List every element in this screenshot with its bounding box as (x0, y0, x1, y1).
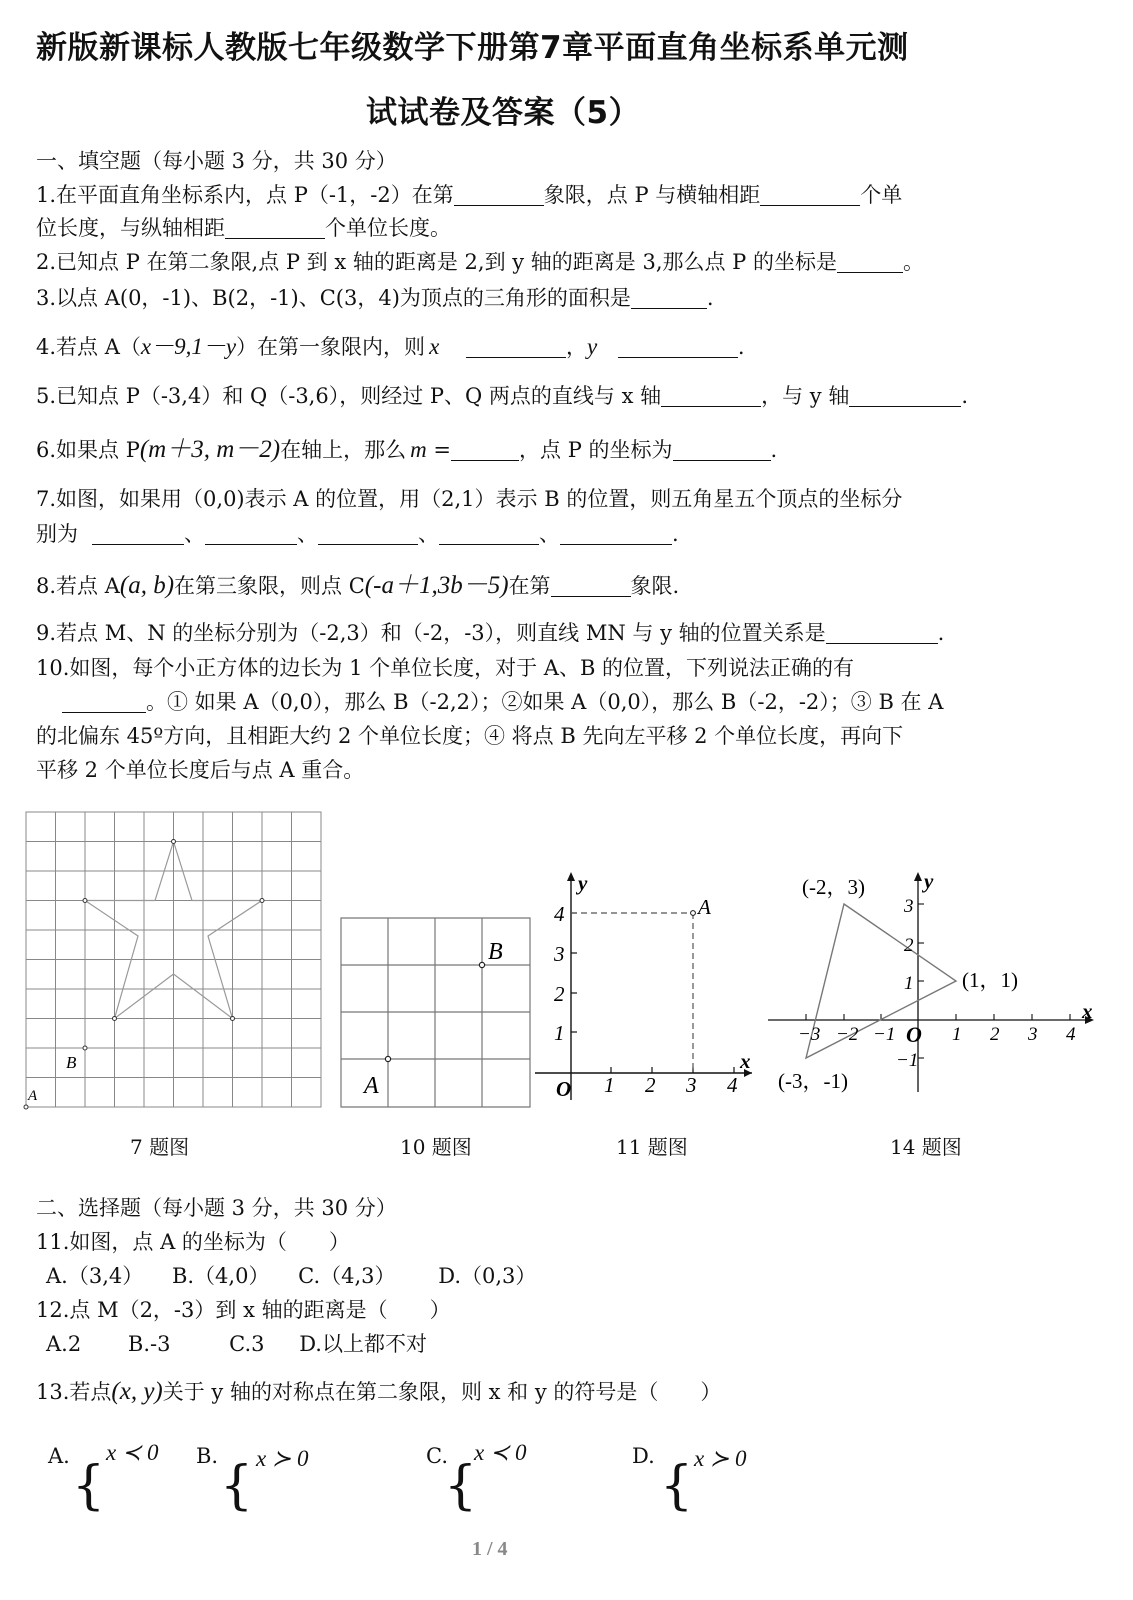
x-tick-label: 2 (645, 1073, 656, 1097)
question-3: 3.以点 A(0，-1)、B(2，-1)、C(3，4)为顶点的三角形的面积是 . (36, 286, 714, 310)
answer-blank[interactable] (466, 337, 566, 358)
figure-10-caption: 10 题图 (400, 1135, 472, 1159)
brace-icon: { (72, 1456, 106, 1516)
figure-10-grid (338, 915, 534, 1111)
page-number: 1 / 4 (472, 1538, 508, 1560)
question-2: 2.已知点 P 在第二象限,点 P 到 x 轴的距离是 2,到 y 轴的距离是 3,那么点 P 的坐标是 。 (36, 250, 924, 274)
question-7-line2: 别为 、 、 、 、 . (36, 522, 679, 546)
x-tick-label: 2 (990, 1024, 1000, 1045)
vertex-label: (1，1) (962, 968, 1018, 992)
answer-blank[interactable] (826, 623, 938, 644)
answer-blank[interactable] (62, 692, 146, 713)
label-a: A (364, 1073, 379, 1099)
y-axis-label: y (924, 869, 934, 893)
page-title-line2: 试试卷及答案（5） (366, 95, 641, 131)
point-b (479, 962, 484, 967)
x-tick-label: −1 (873, 1024, 896, 1045)
figure-11-caption: 11 题图 (616, 1135, 688, 1159)
option-a[interactable]: A.（3,4） (46, 1264, 144, 1288)
origin-label: O (906, 1022, 922, 1047)
figure-14-triangle (766, 866, 1100, 1102)
answer-blank[interactable] (618, 337, 738, 358)
x-tick-label: 1 (952, 1024, 962, 1045)
question-1-line1: 1.在平面直角坐标系内，点 P（-1，-2）在第 象限，点 P 与横轴相距 个单 (36, 183, 903, 207)
question-10-line4: 平移 2 个单位长度后与点 A 重合。 (36, 758, 365, 782)
x-tick-label: 4 (1066, 1024, 1076, 1045)
x-tick-label: −2 (836, 1024, 859, 1045)
figure-7-star-grid (22, 808, 326, 1112)
question-11-options (46, 1260, 536, 1290)
question-6: 6.如果点 P(m＋3, m－2)在轴上，那么 m = ，点 P 的坐标为 . (36, 436, 778, 463)
star-vertex (83, 899, 87, 903)
figure-14-caption: 14 题图 (890, 1135, 962, 1159)
vertex-label: (-3，-1) (778, 1069, 848, 1093)
answer-blank[interactable] (760, 185, 860, 206)
answer-blank[interactable] (631, 288, 707, 309)
question-4: 4.若点 A（x－9,1－y）在第一象限内，则 x ，y . (36, 334, 745, 359)
y-tick-label: −1 (896, 1050, 919, 1071)
option-d[interactable]: D.（0,3） (438, 1264, 537, 1288)
x-tick-label: 4 (727, 1073, 738, 1097)
question-10-line2: 。① 如果 A（0,0），那么 B（-2,2）；②如果 A（0,0），那么 B（-2，-2）；③ B 在 A (36, 686, 943, 716)
option-d[interactable]: D.以上都不对 (299, 1332, 427, 1356)
figure-11-axes (530, 868, 760, 1108)
point-a (24, 1105, 28, 1109)
question-9: 9.若点 M、N 的坐标分别为（-2,3）和（-2，-3），则直线 MN 与 y 轴的位置关系是 . (36, 621, 945, 645)
question-7-line1: 7.如图，如果用（0,0)表示 A 的位置，用（2,1）表示 B 的位置，则五角星五个顶点的坐标分 (36, 487, 903, 511)
star-vertex (231, 1017, 235, 1021)
page-title-line1: 新版新课标人教版七年级数学下册第7章平面直角坐标系单元测 (36, 30, 909, 66)
question-10-line1: 10.如图，每个小正方体的边长为 1 个单位长度，对于 A、B 的位置，下列说法正确的有 (36, 656, 855, 680)
x-axis-label: x (1082, 999, 1093, 1023)
star-vertex (260, 899, 264, 903)
brace-icon: { (660, 1456, 694, 1516)
y-tick-label: 1 (904, 973, 914, 994)
option-c[interactable]: C.（4,3） (298, 1264, 396, 1288)
option-b[interactable]: B.（4,0） (171, 1264, 270, 1288)
q13-option-d[interactable]: D. x ≻ 0 { (632, 1444, 747, 1516)
option-a[interactable]: A.2 (46, 1332, 82, 1356)
label-a: A (28, 1088, 38, 1104)
y-axis-arrow (567, 872, 575, 881)
q13-option-b[interactable]: B. x ≻ 0 { (196, 1444, 309, 1516)
figure-7-caption: 7 题图 (130, 1135, 190, 1159)
question-12: 12.点 M（2，-3）到 x 轴的距离是（ ） (36, 1298, 451, 1322)
brace-icon: { (220, 1456, 254, 1516)
y-tick-label: 3 (554, 942, 565, 966)
answer-blank[interactable] (92, 524, 184, 545)
answer-blank[interactable] (225, 218, 325, 239)
y-tick-label: 2 (554, 982, 565, 1006)
answer-blank[interactable] (661, 386, 761, 407)
point-a (691, 911, 696, 916)
brace-icon: { (444, 1456, 478, 1516)
answer-blank[interactable] (451, 440, 519, 461)
answer-blank[interactable] (551, 576, 631, 597)
star-vertex (172, 840, 176, 844)
answer-blank[interactable] (849, 386, 961, 407)
question-13: 13.若点(x, y)关于 y 轴的对称点在第二象限，则 x 和 y 的符号是（ ） (36, 1378, 722, 1405)
answer-blank[interactable] (837, 252, 903, 273)
x-axis-label: x (740, 1049, 751, 1073)
answer-blank[interactable] (560, 524, 672, 545)
answer-blank[interactable] (673, 440, 771, 461)
x-tick-label: 3 (686, 1073, 697, 1097)
vertex-label: (-2，3) (802, 875, 865, 899)
y-axis-label: y (578, 871, 588, 895)
x-tick-label: 3 (1028, 1024, 1038, 1045)
option-b[interactable]: B.-3 (127, 1332, 171, 1356)
label-b: B (488, 939, 503, 965)
origin-label: O (556, 1077, 572, 1101)
answer-blank[interactable] (205, 524, 297, 545)
x-tick-label: 1 (604, 1073, 615, 1097)
point-b (83, 1046, 87, 1050)
y-tick-label: 2 (904, 935, 914, 956)
question-5: 5.已知点 P（-3,4）和 Q（-3,6），则经过 P、Q 两点的直线与 x 轴 ，与 y 轴 . (36, 384, 969, 408)
section1-heading: 一、填空题（每小题 3 分，共 30 分） (36, 149, 397, 173)
question-12-options (46, 1328, 427, 1358)
q13-option-a[interactable]: A. x ≺ 0 { (48, 1440, 159, 1516)
question-10-line3: 的北偏东 45º方向，且相距大约 2 个单位长度；④ 将点 B 先向左平移 2 个单位长度，再向下 (36, 724, 904, 748)
question-11: 11.如图，点 A 的坐标为（ ） (36, 1230, 350, 1254)
answer-blank[interactable] (439, 524, 539, 545)
point-a (385, 1056, 390, 1061)
question-8: 8.若点 A(a, b)在第三象限，则点 C(-a＋1,3b－5)在第 象限. (36, 572, 680, 599)
section2-heading: 二、选择题（每小题 3 分，共 30 分） (36, 1196, 397, 1220)
answer-blank[interactable] (454, 185, 544, 206)
y-tick-label: 1 (554, 1021, 565, 1045)
question-1-line2: 位长度，与纵轴相距 个单位长度。 (36, 216, 451, 240)
label-b: B (66, 1053, 77, 1072)
y-tick-label: 4 (554, 902, 565, 926)
x-tick-label: −3 (798, 1024, 821, 1045)
q13-option-c[interactable]: C. x ≺ 0 { (426, 1440, 527, 1516)
answer-blank[interactable] (318, 524, 418, 545)
star-vertex (113, 1017, 117, 1021)
y-axis-arrow (914, 872, 922, 881)
label-a: A (698, 895, 711, 919)
option-c[interactable]: C.3 (229, 1332, 265, 1356)
y-tick-label: 3 (904, 896, 914, 917)
